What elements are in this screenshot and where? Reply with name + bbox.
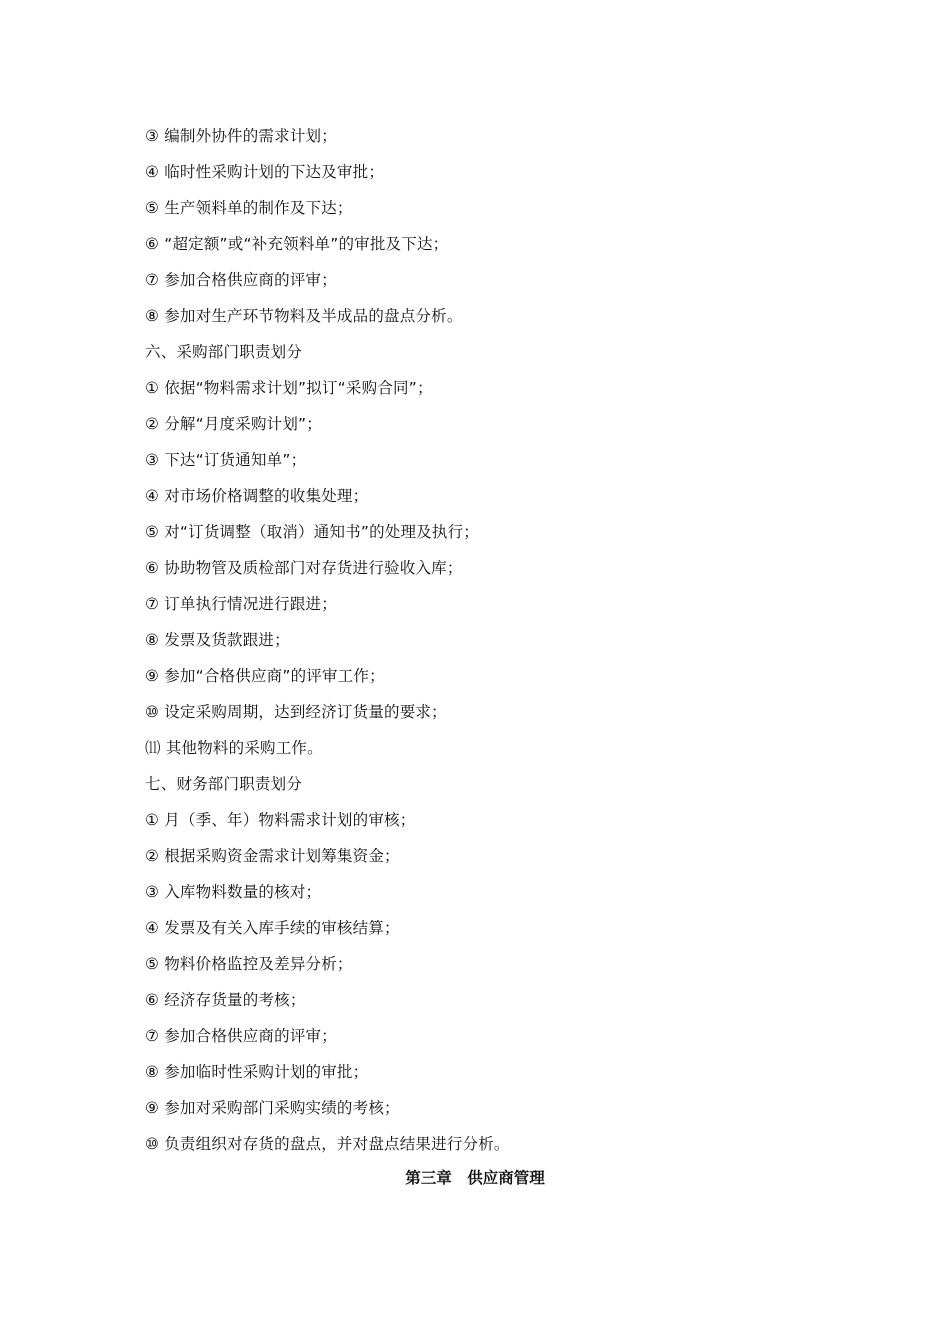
list-item: ③ 入库物料数量的核对； (145, 883, 322, 901)
list-item: ⑨ 参加对采购部门采购实绩的考核； (145, 1099, 400, 1117)
document-body (145, 118, 825, 1162)
list-item: ⑩ 设定采购周期，达到经济订货量的要求； (145, 703, 447, 721)
list-item: ⑦ 参加合格供应商的评审； (145, 271, 337, 289)
list-item: ② 分解“月度采购计划”； (145, 415, 322, 433)
list-item: ⑤ 生产领料单的制作及下达； (145, 199, 353, 217)
list-item: ① 依据“物料需求计划”拟订“采购合同”； (145, 379, 433, 397)
list-item: ④ 发票及有关入库手续的审核结算； (145, 919, 400, 937)
list-item: ⑧ 发票及货款跟进； (145, 631, 290, 649)
list-item: ④ 临时性采购计划的下达及审批； (145, 163, 385, 181)
list-item: ③ 编制外协件的需求计划； (145, 127, 337, 145)
list-item: ⑤ 对“订货调整（取消）通知书”的处理及执行； (145, 523, 479, 541)
section-heading-purchasing: 六、采购部门职责划分 (145, 343, 303, 361)
list-item: ③ 下达“订货通知单”； (145, 451, 307, 469)
chapter-title: 第三章 供应商管理 (405, 1169, 545, 1187)
list-item: ⑩ 负责组织对存货的盘点，并对盘点结果进行分析。 (145, 1135, 510, 1153)
list-item: ⑥ 经济存货量的考核； (145, 991, 306, 1009)
list-item: ⑦ 订单执行情况进行跟进； (145, 595, 337, 613)
list-item: ⑦ 参加合格供应商的评审； (145, 1027, 337, 1045)
list-item: ⑧ 参加对生产环节物料及半成品的盘点分析。 (145, 307, 463, 325)
list-item: ⑾ 其他物料的采购工作。 (145, 739, 323, 757)
section-heading-finance: 七、财务部门职责划分 (145, 775, 303, 793)
list-item: ④ 对市场价格调整的收集处理； (145, 487, 369, 505)
list-item: ② 根据采购资金需求计划筹集资金； (145, 847, 400, 865)
list-item: ⑥ 协助物管及质检部门对存货进行验收入库； (145, 559, 463, 577)
list-item: ⑥ “超定额”或“补充领料单”的审批及下达； (145, 235, 449, 253)
list-item: ⑧ 参加临时性采购计划的审批； (145, 1063, 369, 1081)
list-item: ⑨ 参加“合格供应商”的评审工作； (145, 667, 385, 685)
list-item: ⑤ 物料价格监控及差异分析； (145, 955, 353, 973)
list-item: ① 月（季、年）物料需求计划的审核； (145, 811, 416, 829)
